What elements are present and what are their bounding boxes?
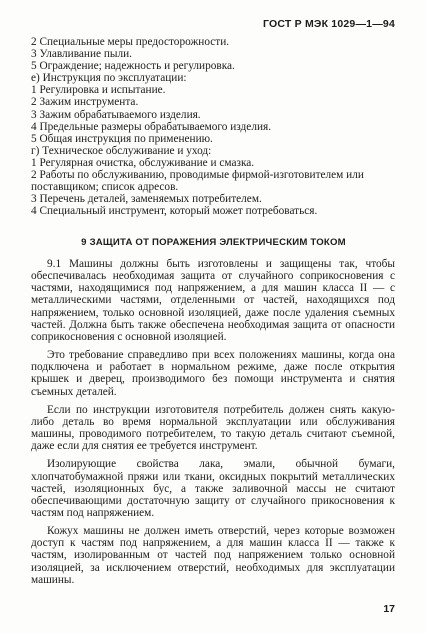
list-item: 4 Специальный инструмент, который может потребоваться. [31,205,318,218]
list-item: 1 Регулировка и испытание. [31,84,166,97]
list-item: 3 Улавливание пыли. [31,48,132,61]
paragraph: 9.1 Машины должны быть изготовлены и защищены так, чтобы обеспечивалась необходимая защита от случайного соприкосновения с частями, находящимися под напряжением, а для машин класса II — с металлическими частями, отделенными от частей, находящихся под напряжением, только основной изоляцией, даже после удаления съемных частей. Должна быть также обеспечена необходимая защита от опасности соприкосновения с основной изоляцией. [31,258,395,343]
list-item: 5 Ограждение; надежность и регулировка. [31,60,235,73]
paragraph: Изолирующие свойства лака, эмали, обычной бумаги, хлопчатобумажной пряжи или ткани, оксидных покрытий металлических частей, изоляционных бус, а также заливочной массы не считают обеспечивающими достаточную защиту от случайного прикосновения к частям под напряжением. [31,458,395,519]
page-number: 17 [383,603,395,615]
list-item: 5 Общая инструкция по применению. [31,132,213,145]
list-item: 3 Перечень деталей, заменяемых потребителем. [31,193,262,206]
list-item: е) Инструкция по эксплуатации: [31,72,187,85]
page-header: ГОСТ Р МЭК 1029—1—94 [263,18,395,30]
list-item: 1 Регулярная очистка, обслуживание и смазка. [31,156,255,169]
paragraph: Это требование справедливо при всех положениях машины, когда она подключена и работает в нормальном режиме, даже после открытия крышек и дверец, производимого без помощи инструмента и снятия съемных деталей. [31,349,395,398]
list-item: г) Техническое обслуживание и уход: [31,144,212,157]
list-item: 2 Специальные меры предосторожности. [31,36,230,48]
instruction-list [31,36,395,217]
paragraph: Кожух машины не должен иметь отверстий, через которые возможен доступ к частям под напряжением, а для машин класса II — также к частям, изолированным от частей под напряжением только основной изоляцией, за исключением отверстий, необходимых для эксплуатации машины. [31,525,395,586]
list-item: 3 Зажим обрабатываемого изделия. [31,108,201,121]
paragraph: Если по инструкции изготовителя потребитель должен снять какую-либо деталь во время нормальной эксплуатации или обслуживания машины, проводимого потребителем, то такую деталь считают съемной, даже если для снятия ее требуется инструмент. [31,403,395,453]
list-item: 4 Предельные размеры обрабатываемого изделия. [31,120,272,133]
list-item: 2 Зажим инструмента. [31,96,139,109]
section-title: 9 ЗАЩИТА ОТ ПОРАЖЕНИЯ ЭЛЕКТРИЧЕСКИМ ТОКОМ [81,237,346,248]
list-item: 2 Работы по обслуживанию, проводимые фирмой-изготовителем или поставщиком; список адресов. [31,169,364,194]
section-body [31,258,395,592]
